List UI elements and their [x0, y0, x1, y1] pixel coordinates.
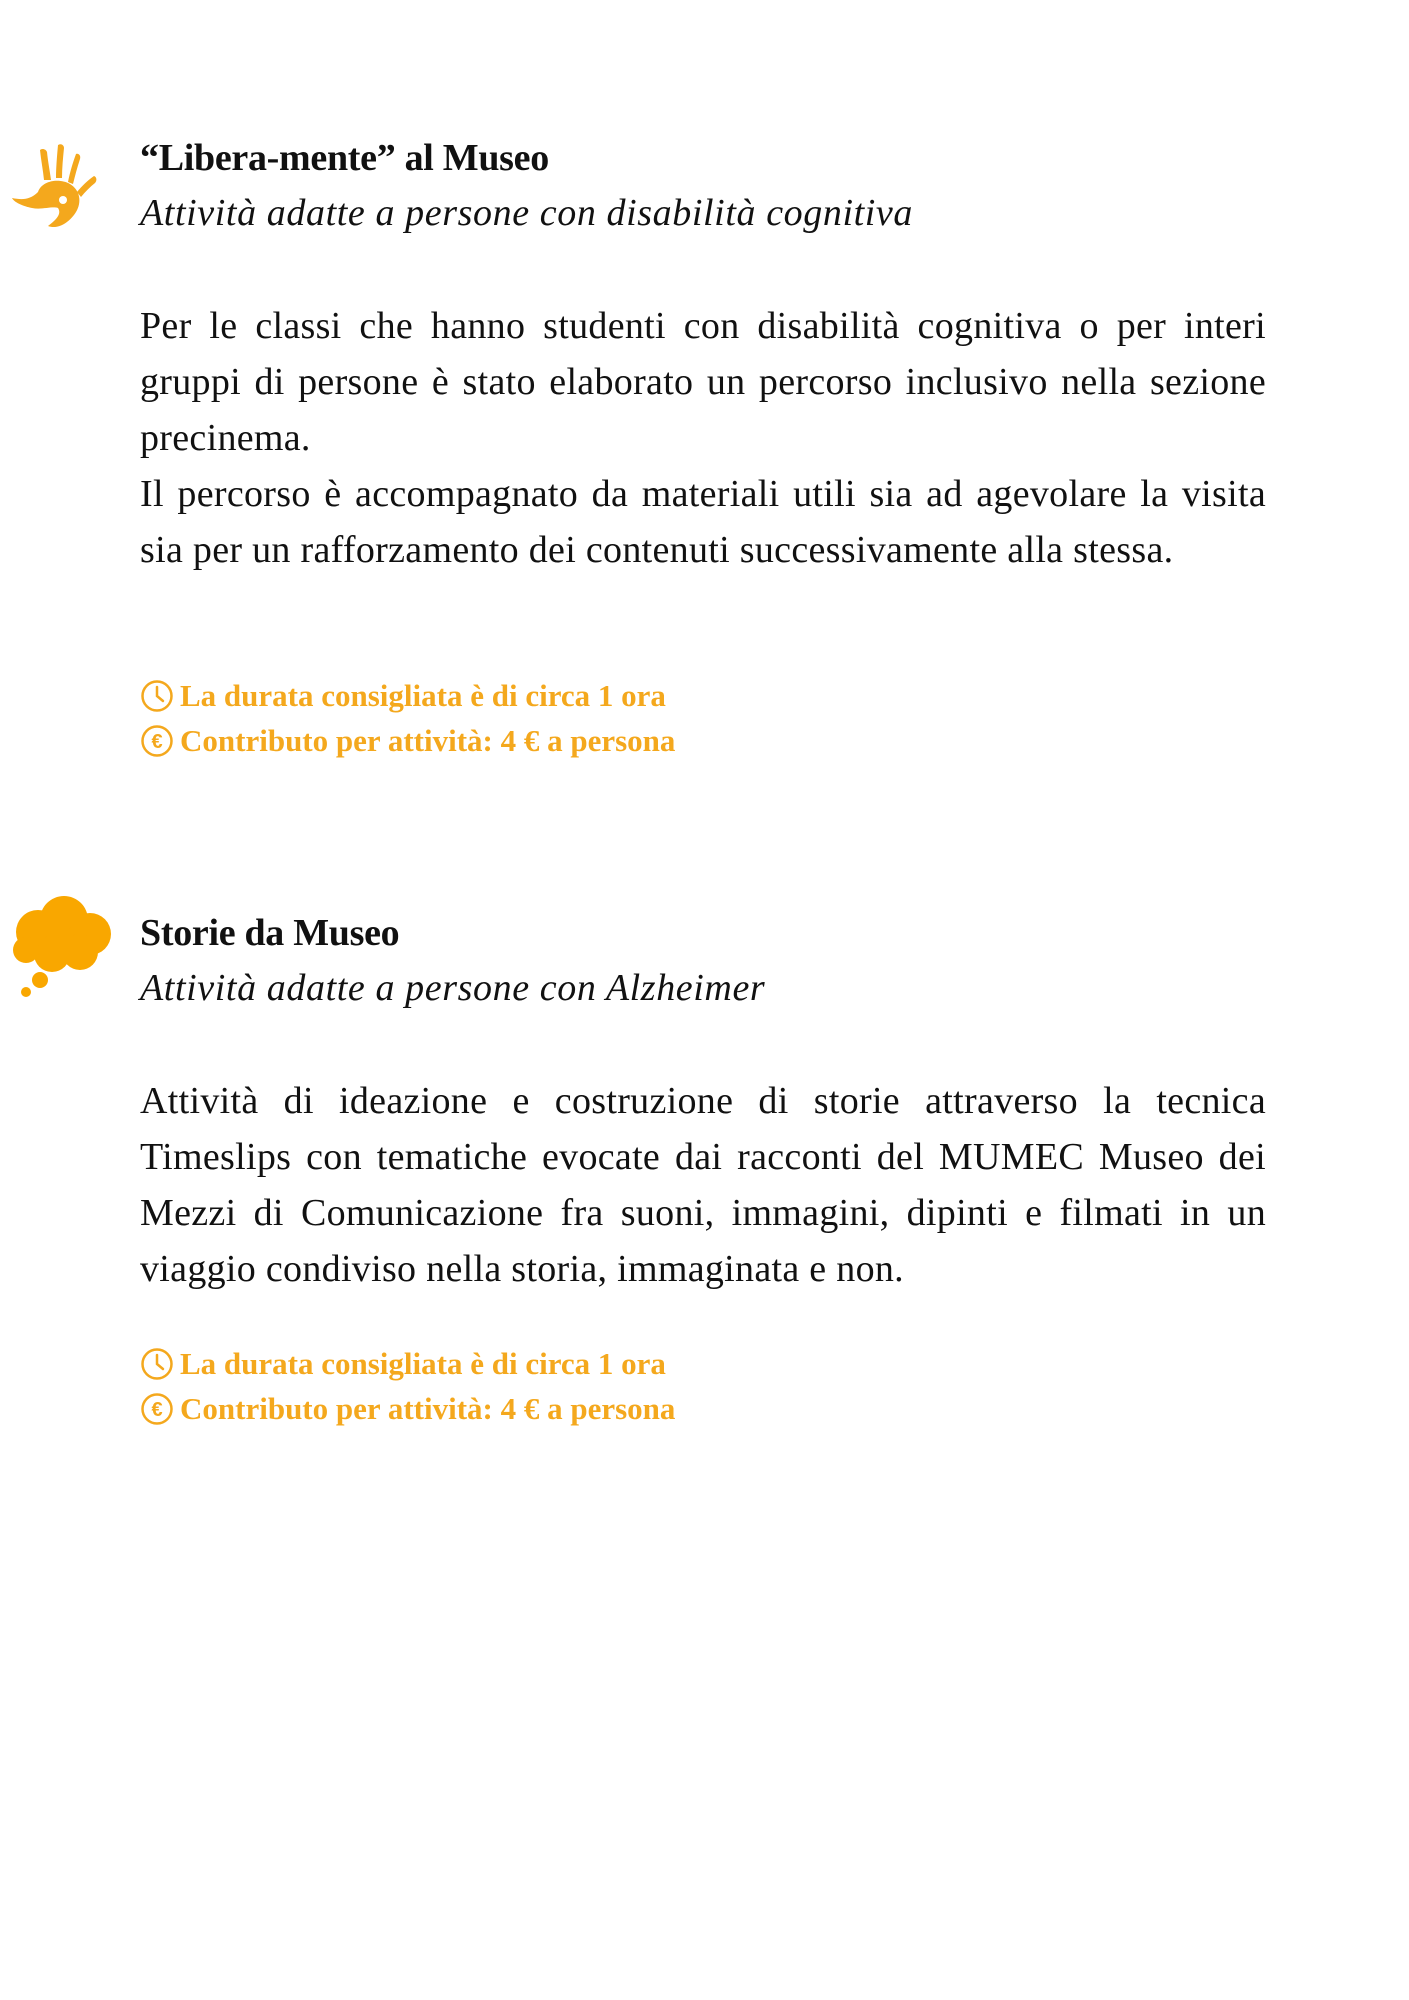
section-description — [140, 298, 1266, 578]
clock-icon — [140, 1347, 174, 1381]
hand-icon — [8, 140, 108, 245]
svg-text:€: € — [151, 730, 163, 753]
section-subtitle: Attività adatte a persone con Alzheimer — [140, 967, 766, 1009]
activity-info — [140, 1341, 675, 1431]
clock-icon — [140, 679, 174, 713]
svg-text:€: € — [151, 1398, 163, 1421]
duration-text: La durata consigliata è di circa 1 ora — [180, 1346, 666, 1381]
price-text: Contributo per attività: 4 € a persona — [180, 1391, 676, 1426]
section-description — [140, 1073, 1266, 1297]
description-paragraph: Per le classi che hanno studenti con disabilità cognitiva o per interi gruppi di persone è stato elaborato un percorso inclusivo nella sezione precinema. — [140, 305, 1266, 459]
duration-text: La durata consigliata è di circa 1 ora — [180, 678, 666, 713]
description-paragraph: Il percorso è accompagnato da materiali utili sia ad agevolare la visita sia per un rafforzamento dei contenuti successivamente alla stessa. — [140, 473, 1266, 571]
euro-icon — [140, 1392, 174, 1426]
section-title: Storie da Museo — [140, 912, 400, 954]
description-paragraph: Attività di ideazione e costruzione di storie attraverso la tecnica Timeslips con tematiche evocate dai racconti del MUMEC Museo dei Mezzi di Comunicazione fra suoni, immagini, dipinti e filmati in un viaggio condiviso nella storia, immaginata e non. — [140, 1080, 1266, 1290]
price-text: Contributo per attività: 4 € a persona — [180, 723, 676, 758]
section-subtitle: Attività adatte a persone con disabilità cognitiva — [140, 192, 914, 234]
duration-line — [140, 1341, 675, 1386]
price-line — [140, 718, 675, 763]
activity-info — [140, 673, 675, 763]
price-line — [140, 1386, 675, 1431]
duration-line — [140, 673, 675, 718]
section-title: “Libera-mente” al Museo — [140, 137, 549, 179]
thought-cloud-icon — [8, 892, 118, 1007]
euro-icon — [140, 724, 174, 758]
